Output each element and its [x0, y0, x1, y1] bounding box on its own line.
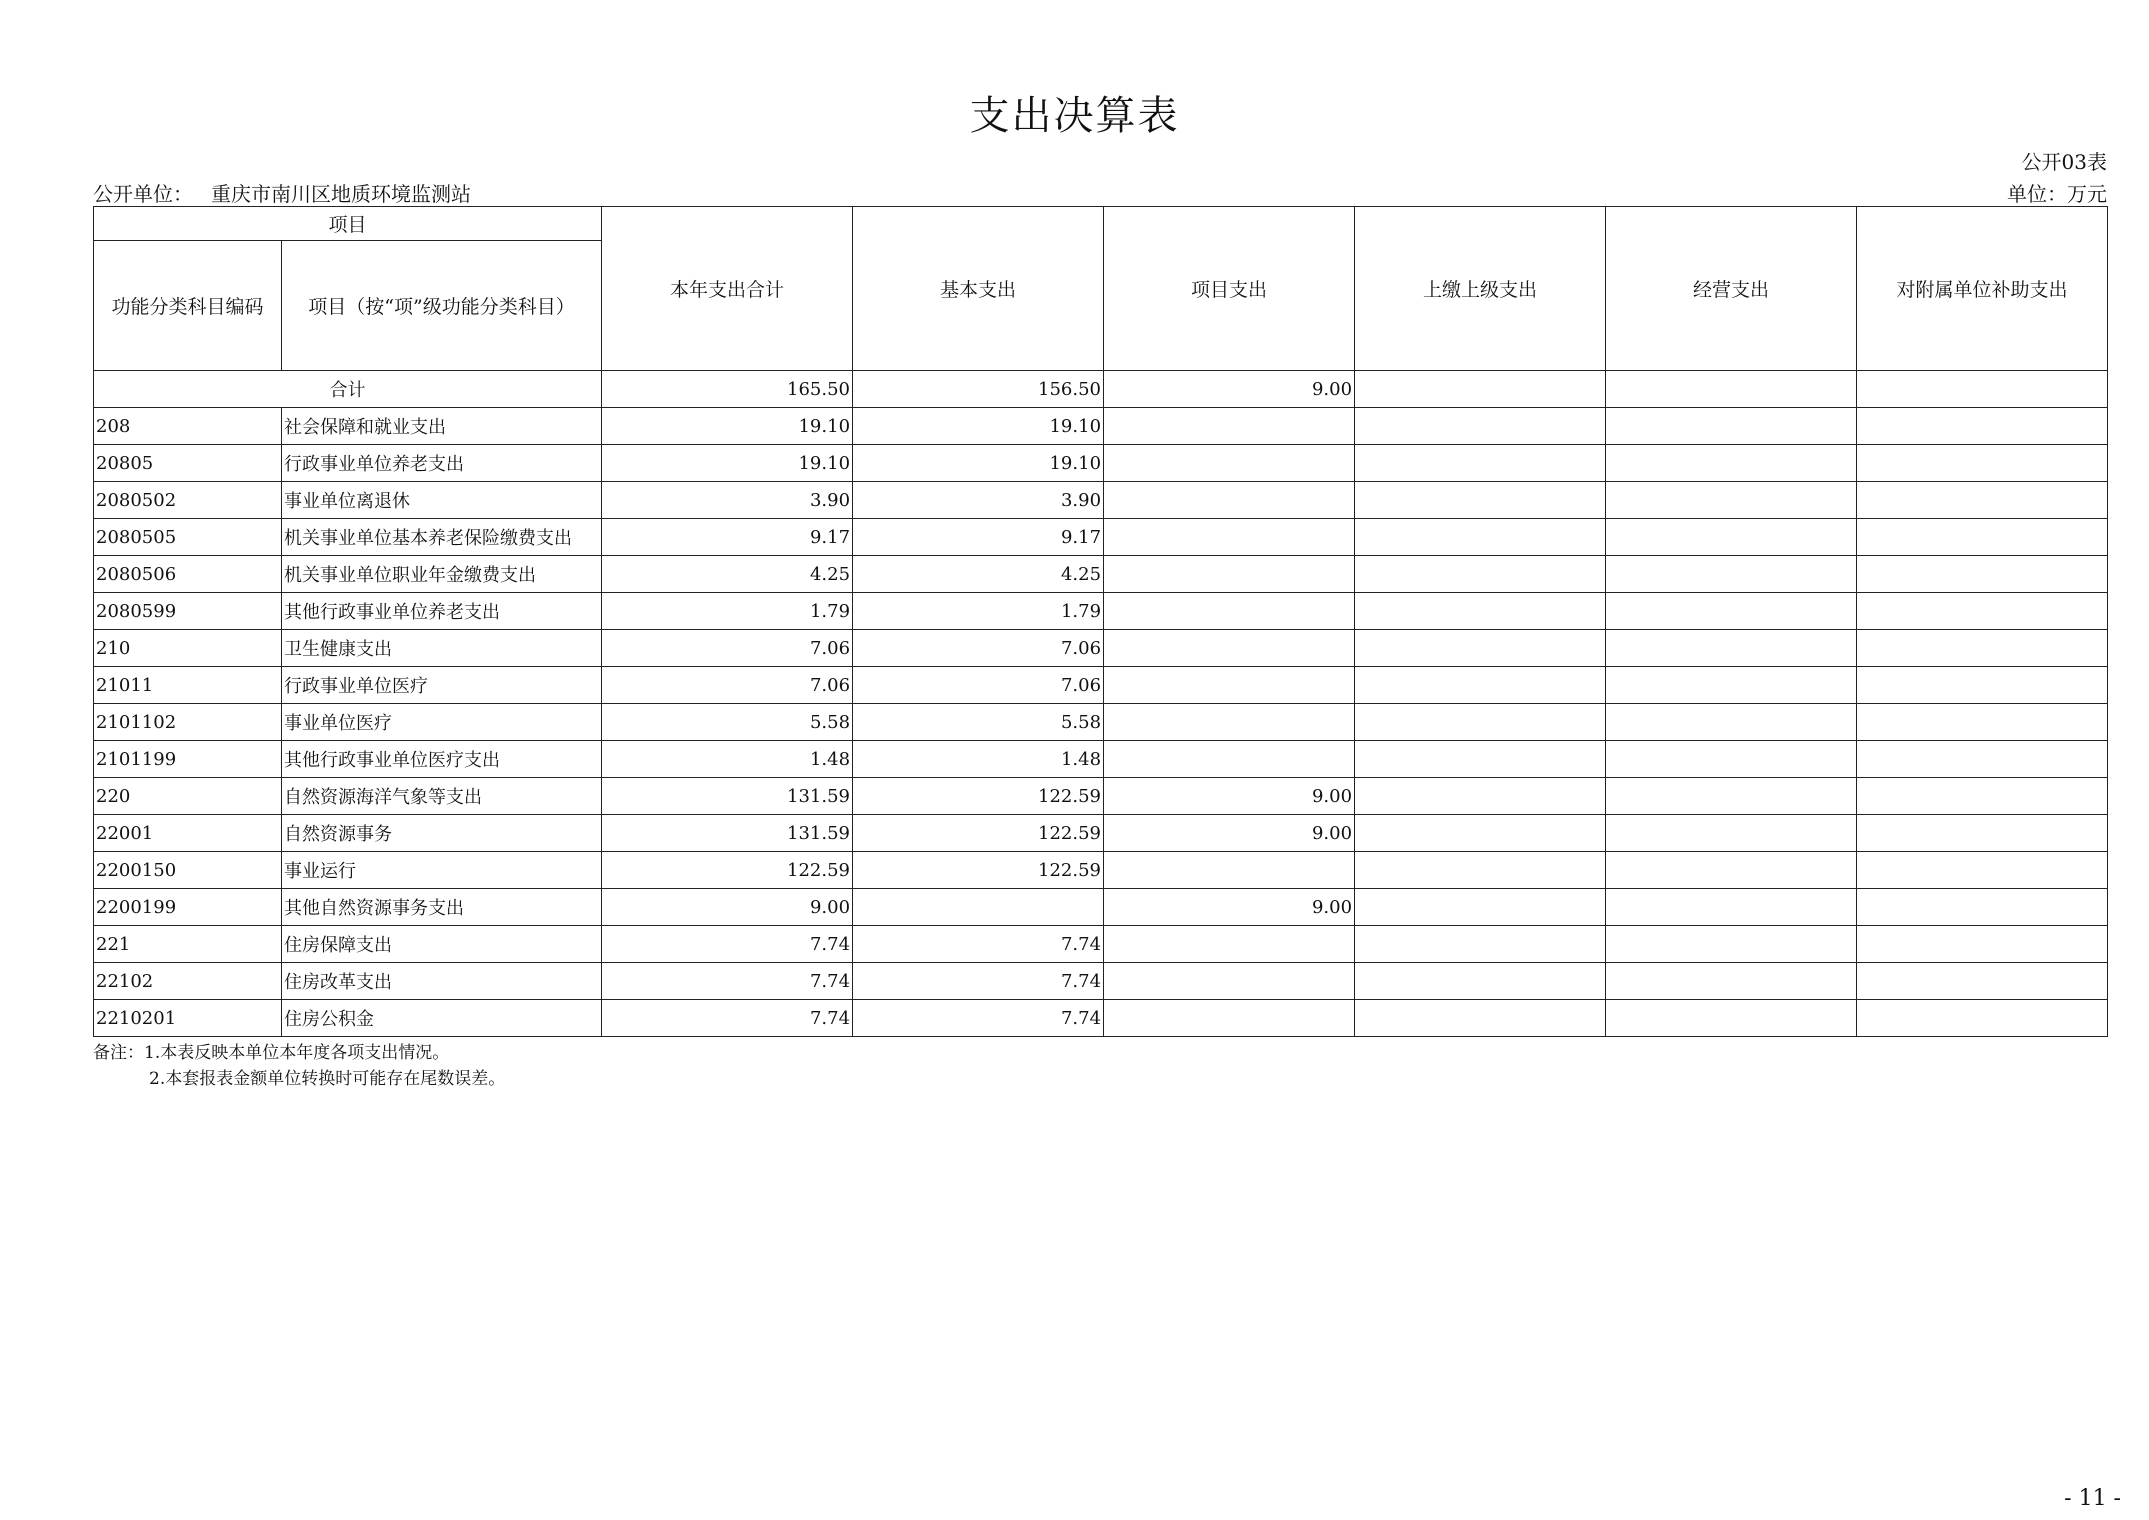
row-code: 2101199	[94, 741, 282, 778]
row-basic: 7.06	[853, 667, 1104, 704]
row-subsidy	[1857, 815, 2108, 852]
row-upper	[1355, 815, 1606, 852]
header-project: 项目	[94, 207, 602, 241]
row-subsidy	[1857, 593, 2108, 630]
organization-name: 重庆市南川区地质环境监测站	[211, 182, 471, 206]
row-total: 19.10	[602, 408, 853, 445]
row-project	[1104, 630, 1355, 667]
row-project	[1104, 519, 1355, 556]
row-total: 131.59	[602, 815, 853, 852]
row-subsidy	[1857, 889, 2108, 926]
header-project-expenditure: 项目支出	[1104, 207, 1355, 371]
row-basic: 122.59	[853, 815, 1104, 852]
table-row	[94, 482, 2108, 519]
row-name: 事业运行	[282, 852, 602, 889]
row-code: 208	[94, 408, 282, 445]
table-row	[94, 593, 2108, 630]
row-name: 行政事业单位医疗	[282, 667, 602, 704]
table-row	[94, 667, 2108, 704]
row-subsidy	[1857, 852, 2108, 889]
row-upper	[1355, 778, 1606, 815]
row-total: 9.00	[602, 889, 853, 926]
row-upper	[1355, 926, 1606, 963]
note-line-1: 备注：1.本表反映本单位本年度各项支出情况。	[93, 1043, 450, 1063]
row-upper	[1355, 963, 1606, 1000]
row-name: 自然资源事务	[282, 815, 602, 852]
row-code: 22001	[94, 815, 282, 852]
row-total: 7.74	[602, 926, 853, 963]
row-business	[1606, 630, 1857, 667]
row-basic: 9.17	[853, 519, 1104, 556]
row-subsidy	[1857, 778, 2108, 815]
table-row	[94, 778, 2108, 815]
table-row	[94, 630, 2108, 667]
row-upper	[1355, 556, 1606, 593]
row-upper	[1355, 482, 1606, 519]
row-business	[1606, 963, 1857, 1000]
row-upper	[1355, 593, 1606, 630]
note-line-2: 2.本套报表金额单位转换时可能存在尾数误差。	[149, 1069, 506, 1089]
total-cell-subsidy	[1857, 371, 2108, 408]
row-name: 其他行政事业单位医疗支出	[282, 741, 602, 778]
row-total: 19.10	[602, 445, 853, 482]
row-project	[1104, 556, 1355, 593]
table-row	[94, 963, 2108, 1000]
row-total: 4.25	[602, 556, 853, 593]
row-code: 22102	[94, 963, 282, 1000]
table-row	[94, 519, 2108, 556]
row-name: 住房公积金	[282, 1000, 602, 1037]
row-total: 3.90	[602, 482, 853, 519]
row-code: 2080502	[94, 482, 282, 519]
row-basic	[853, 889, 1104, 926]
row-upper	[1355, 445, 1606, 482]
row-upper	[1355, 408, 1606, 445]
row-total: 7.06	[602, 630, 853, 667]
row-name: 行政事业单位养老支出	[282, 445, 602, 482]
report-title: 支出决算表	[969, 93, 1180, 139]
table-body	[94, 371, 2108, 1037]
row-total: 131.59	[602, 778, 853, 815]
row-basic: 1.48	[853, 741, 1104, 778]
page-number: - 11 -	[2064, 1486, 2121, 1511]
row-name: 其他自然资源事务支出	[282, 889, 602, 926]
row-basic: 5.58	[853, 704, 1104, 741]
row-project	[1104, 741, 1355, 778]
total-cell-basic: 156.50	[853, 371, 1104, 408]
header-code: 功能分类科目编码	[94, 241, 282, 371]
table-row	[94, 926, 2108, 963]
row-basic: 1.79	[853, 593, 1104, 630]
row-subsidy	[1857, 408, 2108, 445]
row-total: 122.59	[602, 852, 853, 889]
row-upper	[1355, 889, 1606, 926]
unit-line	[93, 178, 2107, 207]
table-row	[94, 1000, 2108, 1037]
row-business	[1606, 852, 1857, 889]
row-upper	[1355, 667, 1606, 704]
row-subsidy	[1857, 963, 2108, 1000]
total-cell-total: 165.50	[602, 371, 853, 408]
row-project: 9.00	[1104, 815, 1355, 852]
row-code: 2200199	[94, 889, 282, 926]
row-name: 其他行政事业单位养老支出	[282, 593, 602, 630]
row-subsidy	[1857, 630, 2108, 667]
row-code: 210	[94, 630, 282, 667]
row-project	[1104, 667, 1355, 704]
row-name: 住房保障支出	[282, 926, 602, 963]
row-business	[1606, 593, 1857, 630]
row-name: 机关事业单位基本养老保险缴费支出	[282, 519, 602, 556]
row-name: 住房改革支出	[282, 963, 602, 1000]
row-business	[1606, 445, 1857, 482]
row-basic: 19.10	[853, 445, 1104, 482]
table-row	[94, 445, 2108, 482]
row-subsidy	[1857, 445, 2108, 482]
row-code: 2080505	[94, 519, 282, 556]
row-code: 2101102	[94, 704, 282, 741]
row-project	[1104, 408, 1355, 445]
row-upper	[1355, 630, 1606, 667]
row-subsidy	[1857, 1000, 2108, 1037]
reporting-organization	[93, 178, 471, 207]
row-project: 9.00	[1104, 889, 1355, 926]
row-project	[1104, 593, 1355, 630]
row-upper	[1355, 519, 1606, 556]
row-basic: 19.10	[853, 408, 1104, 445]
row-name: 事业单位离退休	[282, 482, 602, 519]
row-business	[1606, 556, 1857, 593]
row-subsidy	[1857, 556, 2108, 593]
row-subsidy	[1857, 704, 2108, 741]
header-business: 经营支出	[1606, 207, 1857, 371]
row-name: 机关事业单位职业年金缴费支出	[282, 556, 602, 593]
header-subsidy: 对附属单位补助支出	[1857, 207, 2108, 371]
expenditure-table	[93, 206, 2108, 1037]
header-basic: 基本支出	[853, 207, 1104, 371]
row-total: 7.74	[602, 1000, 853, 1037]
table-row	[94, 815, 2108, 852]
header-total: 本年支出合计	[602, 207, 853, 371]
row-total: 9.17	[602, 519, 853, 556]
currency-unit: 单位：万元	[2007, 182, 2107, 206]
row-business	[1606, 741, 1857, 778]
row-upper	[1355, 852, 1606, 889]
table-row	[94, 741, 2108, 778]
row-code: 2200150	[94, 852, 282, 889]
row-code: 2210201	[94, 1000, 282, 1037]
row-basic: 3.90	[853, 482, 1104, 519]
row-code: 221	[94, 926, 282, 963]
row-subsidy	[1857, 926, 2108, 963]
row-subsidy	[1857, 667, 2108, 704]
row-business	[1606, 1000, 1857, 1037]
row-project	[1104, 852, 1355, 889]
row-project	[1104, 963, 1355, 1000]
row-total: 1.48	[602, 741, 853, 778]
row-total: 7.06	[602, 667, 853, 704]
row-upper	[1355, 1000, 1606, 1037]
row-business	[1606, 667, 1857, 704]
row-name: 社会保障和就业支出	[282, 408, 602, 445]
row-project	[1104, 926, 1355, 963]
total-cell-business	[1606, 371, 1857, 408]
table-row	[94, 852, 2108, 889]
row-total: 1.79	[602, 593, 853, 630]
header-name: 项目（按“项”级功能分类科目）	[282, 241, 602, 371]
row-basic: 122.59	[853, 852, 1104, 889]
row-project	[1104, 1000, 1355, 1037]
total-label: 合计	[94, 371, 602, 408]
form-number: 公开03表	[2021, 150, 2107, 174]
row-total: 7.74	[602, 963, 853, 1000]
row-name: 卫生健康支出	[282, 630, 602, 667]
row-business	[1606, 926, 1857, 963]
row-basic: 4.25	[853, 556, 1104, 593]
row-name: 自然资源海洋气象等支出	[282, 778, 602, 815]
row-code: 21011	[94, 667, 282, 704]
row-project	[1104, 445, 1355, 482]
total-cell-project: 9.00	[1104, 371, 1355, 408]
total-row	[94, 371, 2108, 408]
row-project: 9.00	[1104, 778, 1355, 815]
row-basic: 7.74	[853, 963, 1104, 1000]
row-name: 事业单位医疗	[282, 704, 602, 741]
table-row	[94, 556, 2108, 593]
row-subsidy	[1857, 482, 2108, 519]
row-project	[1104, 704, 1355, 741]
table-row	[94, 408, 2108, 445]
total-cell-upper	[1355, 371, 1606, 408]
row-subsidy	[1857, 519, 2108, 556]
row-business	[1606, 815, 1857, 852]
row-basic: 122.59	[853, 778, 1104, 815]
row-business	[1606, 482, 1857, 519]
row-code: 20805	[94, 445, 282, 482]
row-code: 2080599	[94, 593, 282, 630]
row-project	[1104, 482, 1355, 519]
row-business	[1606, 778, 1857, 815]
row-code: 220	[94, 778, 282, 815]
row-code: 2080506	[94, 556, 282, 593]
row-subsidy	[1857, 741, 2108, 778]
row-total: 5.58	[602, 704, 853, 741]
table-row	[94, 889, 2108, 926]
row-upper	[1355, 704, 1606, 741]
notes	[93, 1040, 505, 1092]
row-upper	[1355, 741, 1606, 778]
row-business	[1606, 704, 1857, 741]
row-basic: 7.74	[853, 926, 1104, 963]
table-row	[94, 704, 2108, 741]
row-business	[1606, 408, 1857, 445]
header-upper-remittance: 上缴上级支出	[1355, 207, 1606, 371]
row-basic: 7.06	[853, 630, 1104, 667]
organization-label: 公开单位：	[93, 182, 193, 206]
row-basic: 7.74	[853, 1000, 1104, 1037]
row-business	[1606, 889, 1857, 926]
row-business	[1606, 519, 1857, 556]
